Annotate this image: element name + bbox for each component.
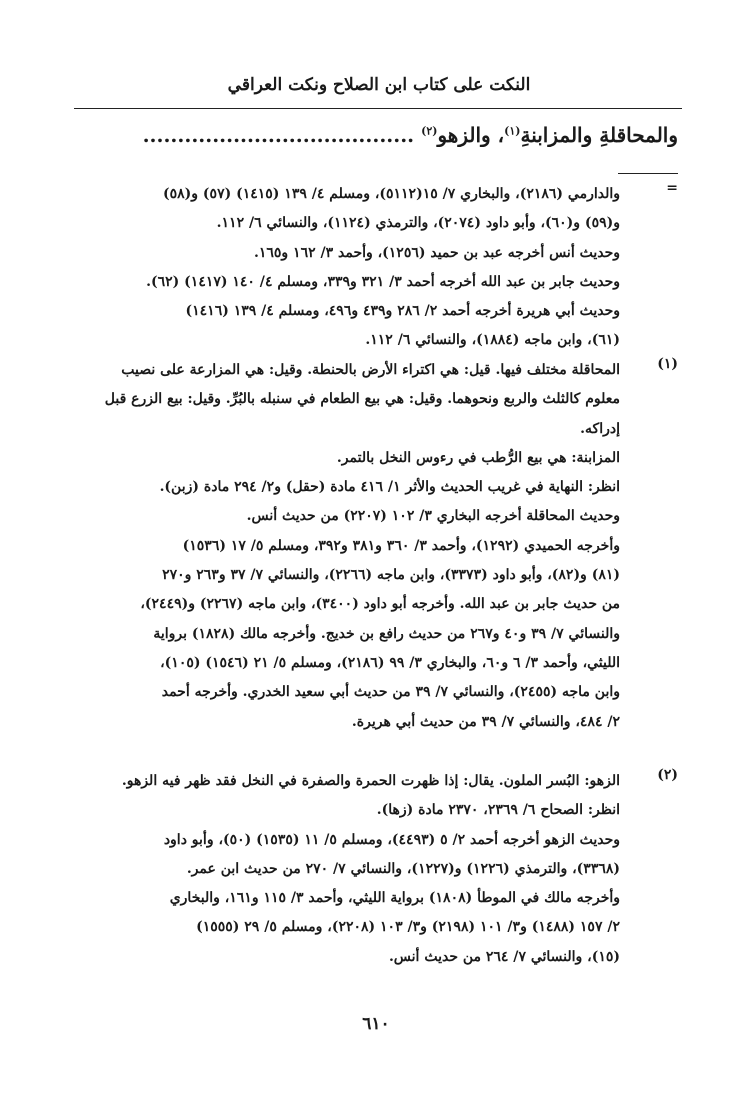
footnote-separator: [618, 173, 678, 174]
footnote-line: إدراكه.: [580, 420, 620, 437]
footnote-2: [70, 767, 678, 972]
footnote-line: وأخرجه مالك في الموطأ (١٨٠٨) برواية الليثي، وأحمد ٣/ ١١٥ و١٦١، والبخاري: [169, 890, 620, 907]
footnote-line: وأخرجه الحميدي (١٢٩٢)، وأحمد ٣/ ٣٦٠ و٣٨١ و٣٩٢، ومسلم ٥/ ١٧ (١٥٣٦): [182, 537, 620, 554]
footnote-line: ٢/ ٤٨٤، والنسائي ٧/ ٣٩ من حديث أبي هريرة.: [351, 713, 620, 730]
footnote-line: وحديث أنس أخرجه عبد بن حميد (١٢٥٦)، وأحمد ٣/ ١٦٢ و١٦٥.: [253, 244, 620, 261]
footnote-line: وحديث جابر بن عبد الله أخرجه أحمد ٣/ ٣٢١ و٣٣٩، ومسلم ٤/ ١٤٠ (١٤١٧) (٦٢).: [146, 273, 620, 290]
footnote-line: الزهو: البُسر الملون. يقال: إذا ظهرت الحمرة والصفرة في النخل فقد ظهر فيه الزهو.: [121, 773, 620, 789]
main-text-line: [70, 123, 678, 147]
footnote-line: (٦١)، وابن ماجه (١٨٨٤)، والنسائي ٦/ ١١٢.: [365, 332, 620, 349]
footnote-number: =: [666, 180, 678, 196]
footnote-line: وحديث أبي هريرة أخرجه أحمد ٢/ ٢٨٦ و٤٣٩ و٤٩٦، ومسلم ٤/ ١٣٩ (١٤١٦): [185, 303, 620, 320]
footnote-number: (٢): [657, 767, 678, 783]
footnote-line: ٢/ ١٥٧ (١٤٨٨) و٣/ ١٠١ (٢١٩٨) و٣/ ١٠٣ (٢٢٠٨)، ومسلم ٥/ ٢٩ (١٥٥٥): [196, 919, 620, 936]
footnote-number: (١): [657, 356, 678, 372]
footnote-1: [70, 356, 678, 737]
footnote-line: و(٥٩) و(٦٠)، وأبو داود (٢٠٧٤)، والترمذي (١١٢٤)، والنسائي ٦/ ١١٢.: [216, 215, 620, 232]
main-text: والمحاقلةِ والمزابنةِ: [520, 123, 678, 147]
footnote-line: المزابنة: هي بيع الرُّطب في رءوس النخل بالتمر.: [336, 449, 620, 466]
footnote-continuation: [70, 180, 678, 356]
footnote-line: والدارمي (٢١٨٦)، والبخاري ٧/ ١٥(٥١١٢)، ومسلم ٤/ ١٣٩ (١٤١٥) (٥٧) و(٥٨): [162, 186, 620, 202]
footnote-line: (٣٣٦٨)، والترمذي (١٢٢٦) و(١٢٢٧)، والنسائي ٧/ ٢٧٠ من حديث ابن عمر.: [186, 860, 620, 877]
footnote-line: انظر: النهاية في غريب الحديث والأثر ١/ ٤١٦ مادة (حقل) و٢/ ٢٩٤ مادة (زبن).: [159, 479, 620, 496]
footnote-line: وحديث المحاقلة أخرجه البخاري ٣/ ١٠٢ (٢٢٠٧) من حديث أنس.: [246, 508, 620, 525]
footnote-line: انظر: الصحاح ٦/ ٢٣٦٩، ٢٣٧٠ مادة (زها).: [376, 802, 620, 819]
page-number: ٦١٠: [362, 1014, 390, 1034]
footnote-ref-1[interactable]: (١): [504, 124, 521, 138]
footnote-ref-2[interactable]: (٢): [421, 124, 438, 138]
ellipsis-dots: .......................................: [142, 123, 415, 147]
footnote-line: المحاقلة مختلف فيها. قيل: هي اكتراء الأرض بالحنطة. وقيل: هي المزارعة على نصيب: [121, 362, 620, 378]
footnote-line: من حديث جابر بن عبد الله. وأخرجه أبو داود (٣٤٠٠)، وابن ماجه (٢٢٦٧) و(٢٤٤٩)،: [140, 596, 620, 613]
footnote-line: (١٥)، والنسائي ٧/ ٢٦٤ من حديث أنس.: [388, 948, 620, 965]
running-header: النكت على كتاب ابن الصلاح ونكت العراقي: [227, 75, 531, 95]
footnote-line: (٨١) و(٨٢)، وأبو داود (٣٣٧٣)، وابن ماجه (٢٢٦٦)، والنسائي ٧/ ٣٧ و٢٦٣ و٢٧٠: [162, 567, 620, 584]
footnote-line: وابن ماجه (٢٤٥٥)، والنسائي ٧/ ٣٩ من حديث أبي سعيد الخدري. وأخرجه أحمد: [161, 684, 620, 701]
footnote-line: الليثي، وأحمد ٣/ ٦ و٦٠، والبخاري ٣/ ٩٩ (٢١٨٦)، ومسلم ٥/ ٢١ (١٥٤٦) (١٠٥)،: [160, 654, 620, 671]
main-separator: ، والزهوِ: [437, 123, 505, 147]
footnote-line: معلوم كالثلث والربع ونحوهما. وقيل: هي بيع الطعام في سنبله بالبُرِّ. وقيل: بيع الزرع قبل: [104, 391, 620, 408]
footnote-line: وحديث الزهو أخرجه أحمد ٢/ ٥ (٤٤٩٣)، ومسلم ٥/ ١١ (١٥٣٥) (٥٠)، وأبو داود: [163, 831, 620, 848]
header-rule: [74, 108, 682, 109]
footnote-line: والنسائي ٧/ ٣٩ و٤٠ و٢٦٧ من حديث رافع بن خديج. وأخرجه مالك (١٨٢٨) برواية: [153, 625, 620, 642]
